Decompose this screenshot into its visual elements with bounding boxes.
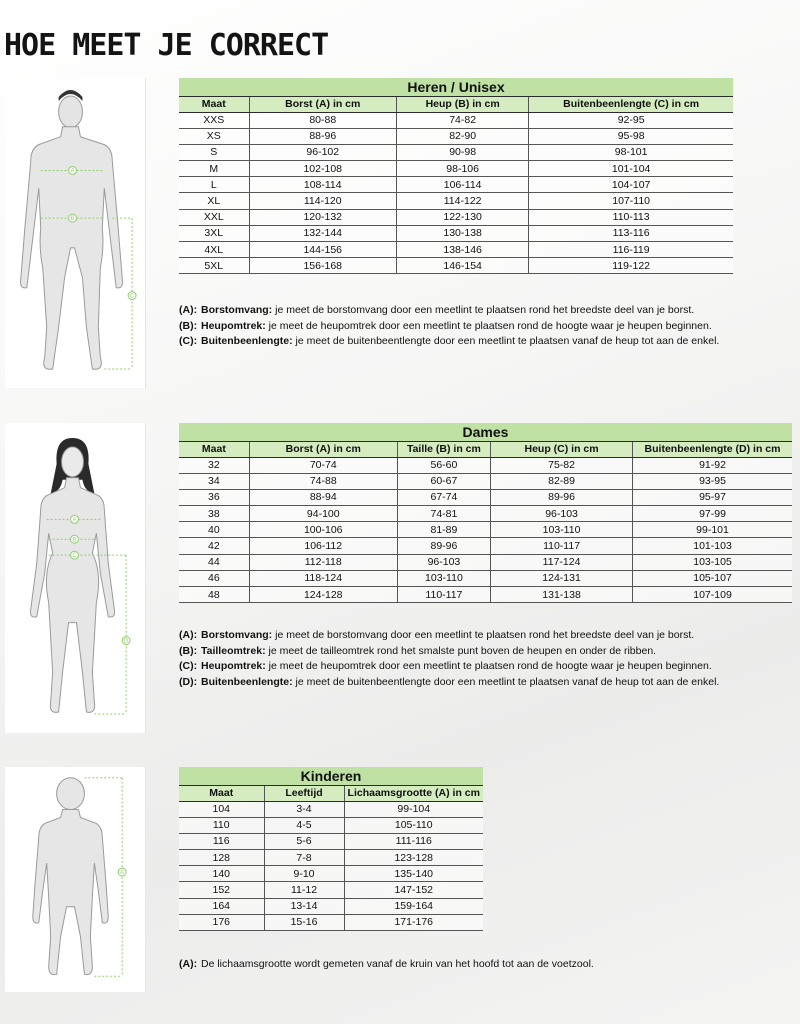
- table-cell: 107-109: [633, 587, 792, 603]
- table-cell: 95-98: [529, 128, 733, 144]
- table-cell: 60-67: [397, 473, 490, 489]
- table-cell: 90-98: [397, 144, 529, 160]
- table-cell: 38: [179, 506, 249, 522]
- table-cell: M: [179, 161, 249, 177]
- note-description: je meet de buitenbeentlengte door een meetlint te plaatsen vanaf de heup tot aan de enkel.: [292, 675, 720, 688]
- table-cell: L: [179, 177, 249, 193]
- men-table-body: [179, 112, 733, 274]
- table-cell: 13-14: [264, 898, 344, 914]
- men-measurement-notes: [179, 303, 739, 350]
- column-header: Maat: [179, 97, 249, 112]
- table-cell: 89-96: [491, 489, 633, 505]
- table-cell: 96-103: [397, 554, 490, 570]
- table-row: [179, 193, 733, 209]
- column-header: Lichaamsgrootte (A) in cm: [344, 786, 483, 801]
- table-cell: 5-6: [264, 833, 344, 849]
- note-key: (A):: [179, 304, 198, 316]
- table-row: [179, 866, 483, 882]
- table-cell: 122-130: [397, 209, 529, 225]
- table-cell: 75-82: [491, 457, 633, 473]
- table-cell: 3-4: [264, 801, 344, 817]
- table-cell: 120-132: [249, 209, 397, 225]
- table-cell: XS: [179, 128, 249, 144]
- table-cell: 103-110: [397, 570, 490, 586]
- table-cell: 103-110: [491, 522, 633, 538]
- marker-b-label: B: [72, 537, 77, 544]
- note-key: (B):: [179, 319, 198, 332]
- note-line: [179, 303, 739, 319]
- table-cell: 70-74: [249, 457, 397, 473]
- table-row: [179, 850, 483, 866]
- table-row: [179, 817, 483, 833]
- table-cell: 124-128: [249, 587, 397, 603]
- table-cell: 100-106: [249, 522, 397, 538]
- kids-figure-panel: [5, 767, 146, 992]
- table-cell: 97-99: [633, 506, 792, 522]
- men-figure-panel: [5, 78, 146, 388]
- table-row: [179, 882, 483, 898]
- table-cell: 46: [179, 570, 249, 586]
- table-row: [179, 177, 733, 193]
- table-cell: 99-104: [344, 801, 483, 817]
- table-cell: 130-138: [397, 225, 529, 241]
- note-text: [201, 319, 712, 335]
- table-row: [179, 209, 733, 225]
- table-cell: 74-88: [249, 473, 397, 489]
- table-cell: 42: [179, 538, 249, 554]
- table-row: [179, 506, 792, 522]
- note-line: [179, 644, 779, 660]
- table-cell: 101-104: [529, 161, 733, 177]
- marker-a-label: A: [120, 870, 125, 877]
- note-description: je meet de heupomtrek door een meetlint te plaatsen rond de hoogte waar je heupen beginnen.: [265, 319, 712, 332]
- table-cell: 107-110: [529, 193, 733, 209]
- column-header: Borst (A) in cm: [249, 442, 397, 457]
- table-cell: 82-89: [491, 473, 633, 489]
- table-row: [179, 522, 792, 538]
- note-line: [179, 659, 779, 675]
- column-header: Taille (B) in cm: [397, 442, 490, 457]
- note-line: [179, 628, 779, 644]
- table-cell: 56-60: [397, 457, 490, 473]
- men-table-title: Heren / Unisex: [179, 78, 733, 97]
- note-line: [179, 957, 739, 973]
- table-cell: 82-90: [397, 128, 529, 144]
- table-cell: 108-114: [249, 177, 397, 193]
- table-cell: 104-107: [529, 177, 733, 193]
- marker-a-label: A: [72, 517, 77, 524]
- table-cell: 110: [179, 817, 264, 833]
- table-row: [179, 914, 483, 930]
- note-term: Heupomtrek:: [201, 660, 266, 672]
- table-cell: 93-95: [633, 473, 792, 489]
- male-body-illustration: [5, 78, 145, 388]
- table-cell: 80-88: [249, 112, 397, 128]
- table-row: [179, 538, 792, 554]
- table-cell: 124-131: [491, 570, 633, 586]
- kids-measurement-notes: [179, 957, 739, 973]
- note-line: [179, 334, 739, 350]
- table-cell: 3XL: [179, 225, 249, 241]
- table-row: [179, 457, 792, 473]
- note-line: [179, 319, 739, 335]
- column-header: Heup (C) in cm: [491, 442, 633, 457]
- note-key: (B):: [179, 644, 198, 657]
- table-cell: 105-107: [633, 570, 792, 586]
- table-cell: 34: [179, 473, 249, 489]
- table-cell: 7-8: [264, 850, 344, 866]
- table-cell: 9-10: [264, 866, 344, 882]
- table-cell: 140: [179, 866, 264, 882]
- women-table-body: [179, 457, 792, 603]
- table-cell: 152: [179, 882, 264, 898]
- note-text: [201, 334, 719, 350]
- table-row: [179, 833, 483, 849]
- men-table-header-row: [179, 97, 733, 112]
- table-cell: 81-89: [397, 522, 490, 538]
- table-row: [179, 570, 792, 586]
- marker-b-label: B: [70, 216, 75, 223]
- table-cell: 98-101: [529, 144, 733, 160]
- table-cell: 135-140: [344, 866, 483, 882]
- note-description: De lichaamsgrootte wordt gemeten vanaf de kruin van het hoofd tot aan de voetzool.: [201, 958, 594, 970]
- table-cell: 116-119: [529, 242, 733, 258]
- marker-c-label: C: [129, 293, 135, 300]
- column-header: Maat: [179, 786, 264, 801]
- table-cell: 44: [179, 554, 249, 570]
- table-row: [179, 112, 733, 128]
- column-header: Heup (B) in cm: [397, 97, 529, 112]
- note-line: [179, 675, 779, 691]
- note-term: Borstomvang:: [201, 304, 273, 316]
- note-key: (A):: [179, 629, 198, 641]
- note-key: (A):: [179, 958, 198, 970]
- table-cell: 32: [179, 457, 249, 473]
- table-cell: 67-74: [397, 489, 490, 505]
- table-cell: 156-168: [249, 258, 397, 274]
- table-cell: 112-118: [249, 554, 397, 570]
- note-key: (C):: [179, 335, 198, 347]
- table-cell: 5XL: [179, 258, 249, 274]
- table-cell: 95-97: [633, 489, 792, 505]
- note-description: je meet de buitenbeentlengte door een meetlint te plaatsen vanaf de heup tot aan de enkel.: [292, 335, 720, 347]
- note-key: (C):: [179, 660, 198, 672]
- table-row: [179, 587, 792, 603]
- note-term: Buitenbeenlengte:: [201, 675, 293, 688]
- table-row: [179, 473, 792, 489]
- table-cell: 164: [179, 898, 264, 914]
- column-header: Leeftijd: [264, 786, 344, 801]
- table-cell: 101-103: [633, 538, 792, 554]
- note-term: Heupomtrek:: [201, 319, 266, 332]
- table-cell: 132-144: [249, 225, 397, 241]
- marker-d-label: D: [123, 638, 129, 645]
- table-cell: 88-94: [249, 489, 397, 505]
- note-description: je meet de borstomvang door een meetlint te plaatsen rond het breedste deel van je borst.: [272, 629, 695, 641]
- note-text: [201, 628, 694, 644]
- note-text: [201, 957, 594, 973]
- note-description: je meet de borstomvang door een meetlint te plaatsen rond het breedste deel van je borst.: [272, 304, 695, 316]
- note-key: (D):: [179, 675, 198, 688]
- table-cell: 102-108: [249, 161, 397, 177]
- note-term: Borstomvang:: [201, 629, 273, 641]
- table-cell: 110-117: [397, 587, 490, 603]
- note-text: [201, 644, 656, 660]
- table-cell: 159-164: [344, 898, 483, 914]
- child-body-illustration: [5, 767, 145, 992]
- table-row: [179, 898, 483, 914]
- table-cell: 99-101: [633, 522, 792, 538]
- table-cell: 106-114: [397, 177, 529, 193]
- table-cell: 147-152: [344, 882, 483, 898]
- column-header: Borst (A) in cm: [249, 97, 397, 112]
- women-size-table: [179, 423, 792, 603]
- women-table-header-row: [179, 442, 792, 457]
- table-cell: 4-5: [264, 817, 344, 833]
- note-text: [201, 659, 712, 675]
- note-term: Buitenbeenlengte:: [201, 335, 293, 347]
- table-cell: 89-96: [397, 538, 490, 554]
- table-cell: 110-117: [491, 538, 633, 554]
- table-cell: 138-146: [397, 242, 529, 258]
- table-cell: 96-103: [491, 506, 633, 522]
- table-cell: 128: [179, 850, 264, 866]
- table-cell: 94-100: [249, 506, 397, 522]
- table-cell: 11-12: [264, 882, 344, 898]
- table-cell: 117-124: [491, 554, 633, 570]
- note-description: je meet de heupomtrek door een meetlint te plaatsen rond de hoogte waar je heupen beginnen.: [265, 660, 712, 672]
- table-cell: 48: [179, 587, 249, 603]
- table-cell: S: [179, 144, 249, 160]
- table-cell: 74-81: [397, 506, 490, 522]
- table-cell: 146-154: [397, 258, 529, 274]
- table-cell: 4XL: [179, 242, 249, 258]
- women-measurement-notes: [179, 628, 779, 690]
- table-cell: 88-96: [249, 128, 397, 144]
- table-row: [179, 161, 733, 177]
- women-figure-panel: [5, 423, 146, 733]
- men-size-table: [179, 78, 733, 274]
- table-cell: 131-138: [491, 587, 633, 603]
- table-cell: 106-112: [249, 538, 397, 554]
- marker-c-label: C: [72, 553, 77, 560]
- table-cell: XXS: [179, 112, 249, 128]
- table-cell: XXL: [179, 209, 249, 225]
- table-cell: 110-113: [529, 209, 733, 225]
- table-row: [179, 801, 483, 817]
- marker-a-label: A: [70, 168, 75, 175]
- table-cell: 171-176: [344, 914, 483, 930]
- table-cell: 113-116: [529, 225, 733, 241]
- table-cell: 98-106: [397, 161, 529, 177]
- column-header: Buitenbeenlengte (C) in cm: [529, 97, 733, 112]
- table-cell: 91-92: [633, 457, 792, 473]
- table-cell: 123-128: [344, 850, 483, 866]
- table-cell: 103-105: [633, 554, 792, 570]
- table-cell: 116: [179, 833, 264, 849]
- table-cell: 105-110: [344, 817, 483, 833]
- kids-table-header-row: [179, 786, 483, 801]
- table-row: [179, 258, 733, 274]
- table-cell: 111-116: [344, 833, 483, 849]
- kids-table-body: [179, 801, 483, 931]
- table-row: [179, 144, 733, 160]
- table-cell: 119-122: [529, 258, 733, 274]
- table-cell: 96-102: [249, 144, 397, 160]
- table-cell: 118-124: [249, 570, 397, 586]
- table-cell: 74-82: [397, 112, 529, 128]
- table-cell: 114-120: [249, 193, 397, 209]
- table-cell: 40: [179, 522, 249, 538]
- note-description: je meet de tailleomtrek rond het smalste punt boven de heupen en onder de ribben.: [265, 644, 657, 657]
- note-text: [201, 303, 694, 319]
- table-cell: 176: [179, 914, 264, 930]
- table-cell: 15-16: [264, 914, 344, 930]
- column-header: Maat: [179, 442, 249, 457]
- table-row: [179, 225, 733, 241]
- table-cell: 114-122: [397, 193, 529, 209]
- table-cell: 104: [179, 801, 264, 817]
- table-row: [179, 128, 733, 144]
- kids-size-table: [179, 767, 483, 931]
- column-header: Buitenbeenlengte (D) in cm: [633, 442, 792, 457]
- table-cell: 36: [179, 489, 249, 505]
- kids-table-title: Kinderen: [179, 767, 483, 786]
- table-cell: 92-95: [529, 112, 733, 128]
- page-title: HOE MEET JE CORRECT: [4, 28, 329, 63]
- women-table-title: Dames: [179, 423, 792, 442]
- table-row: [179, 554, 792, 570]
- note-text: [201, 675, 719, 691]
- table-cell: 144-156: [249, 242, 397, 258]
- table-row: [179, 489, 792, 505]
- female-body-illustration: [5, 423, 145, 733]
- table-row: [179, 242, 733, 258]
- note-term: Tailleomtrek:: [201, 644, 266, 657]
- table-cell: XL: [179, 193, 249, 209]
